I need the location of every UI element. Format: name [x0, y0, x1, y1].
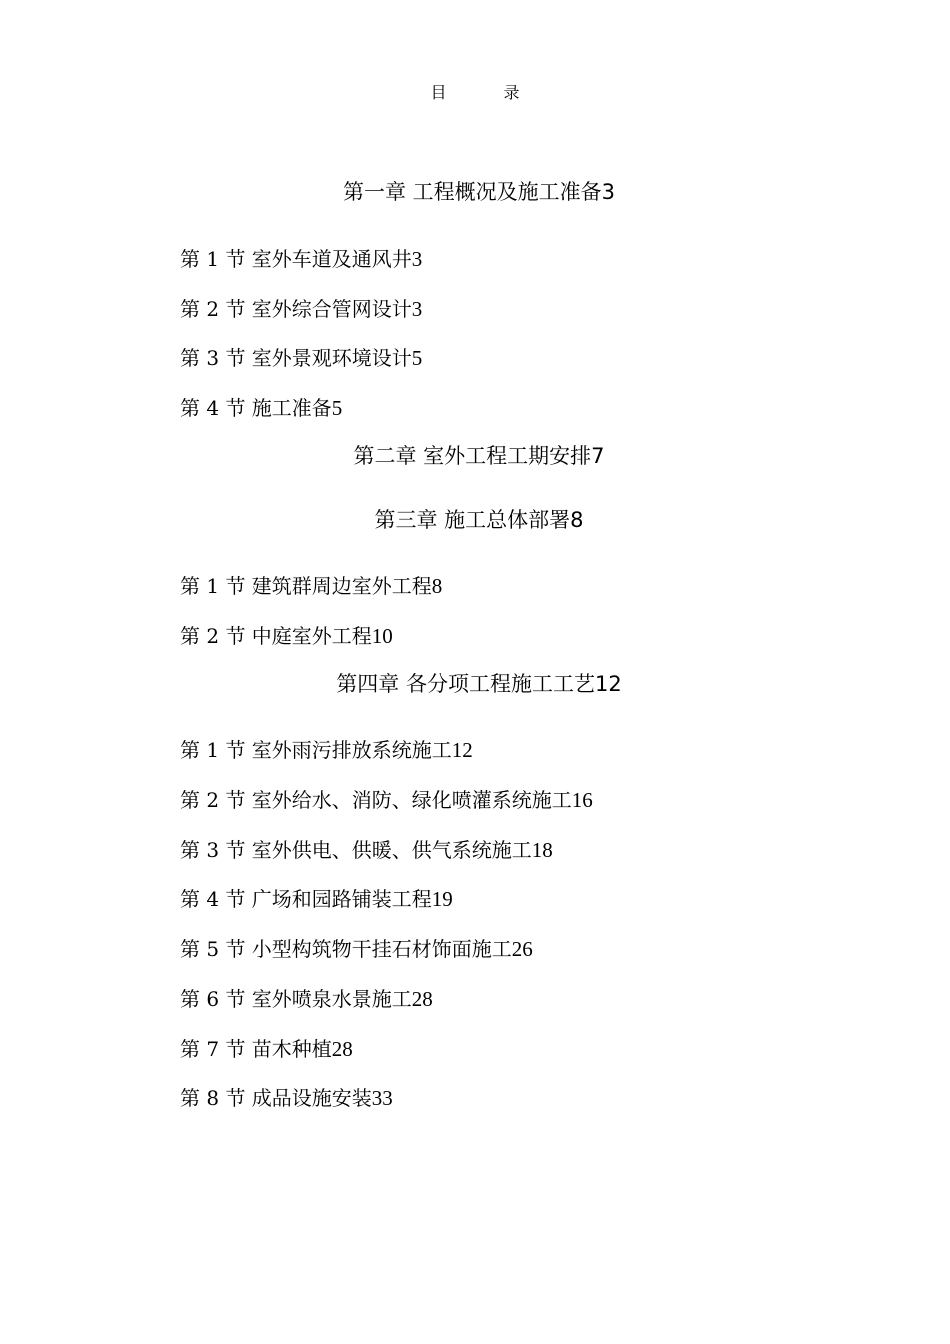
toc-section-entry[interactable]	[180, 834, 553, 863]
toc-section-entry[interactable]	[180, 342, 422, 371]
toc-chapter-entry[interactable]	[0, 504, 950, 534]
toc-chapter-entry[interactable]	[0, 440, 950, 470]
entry-label: 第 1 节 室外雨污排放系统施工	[180, 738, 452, 762]
page-number: 3	[601, 180, 616, 204]
toc-section-entry[interactable]	[180, 734, 473, 763]
entry-label: 第 6 节 室外喷泉水景施工	[180, 987, 412, 1011]
entry-label: 第三章 施工总体部署	[374, 508, 571, 532]
toc-section-entry[interactable]	[180, 933, 533, 962]
page-number: 3	[411, 247, 423, 271]
page-number: 19	[431, 887, 453, 911]
toc-section-entry[interactable]	[180, 784, 593, 813]
page-number: 12	[451, 738, 473, 762]
page-number: 10	[371, 624, 393, 648]
toc-section-entry[interactable]	[180, 1033, 353, 1062]
entry-label: 第二章 室外工程工期安排	[353, 444, 592, 468]
entry-label: 第 1 节 室外车道及通风井	[180, 247, 412, 271]
page-number: 28	[411, 987, 433, 1011]
page-number: 7	[591, 444, 605, 468]
entry-label: 第 8 节 成品设施安装	[180, 1086, 372, 1110]
toc-section-entry[interactable]	[180, 243, 422, 272]
toc-section-entry[interactable]	[180, 392, 342, 421]
entry-label: 第 2 节 中庭室外工程	[180, 624, 372, 648]
page-number: 12	[594, 672, 622, 696]
entry-label: 第 5 节 小型构筑物干挂石材饰面施工	[180, 937, 512, 961]
entry-label: 第 7 节 苗木种植	[180, 1037, 332, 1061]
toc-section-entry[interactable]	[180, 620, 393, 649]
toc-section-entry[interactable]	[180, 883, 453, 912]
entry-label: 第 2 节 室外给水、消防、绿化喷灌系统施工	[180, 788, 572, 812]
entry-label: 第 3 节 室外供电、供暖、供气系统施工	[180, 838, 532, 862]
entry-label: 第四章 各分项工程施工工艺	[336, 672, 595, 696]
page-number: 16	[571, 788, 593, 812]
entry-label: 第 1 节 建筑群周边室外工程	[180, 574, 432, 598]
page-number: 28	[331, 1037, 353, 1061]
page-number: 5	[411, 346, 423, 370]
toc-section-entry[interactable]	[180, 570, 442, 599]
page-number: 26	[511, 937, 533, 961]
toc-chapter-entry[interactable]	[0, 668, 950, 698]
entry-label: 第 4 节 广场和园路铺装工程	[180, 887, 432, 911]
entry-label: 第 4 节 施工准备	[180, 396, 332, 420]
entry-label: 第 3 节 室外景观环境设计	[180, 346, 412, 370]
entry-label: 第一章 工程概况及施工准备	[342, 180, 602, 204]
page-number: 8	[570, 508, 584, 532]
page-number: 8	[431, 574, 443, 598]
toc-title: 目 录	[430, 83, 546, 102]
toc-section-entry[interactable]	[180, 1082, 393, 1111]
toc-section-entry[interactable]	[180, 983, 433, 1012]
page-number: 18	[531, 838, 553, 862]
page-number: 3	[411, 297, 423, 321]
entry-label: 第 2 节 室外综合管网设计	[180, 297, 412, 321]
toc-section-entry[interactable]	[180, 293, 422, 322]
page-number: 33	[371, 1086, 393, 1110]
page-number: 5	[331, 396, 343, 420]
toc-chapter-entry[interactable]	[0, 176, 950, 206]
